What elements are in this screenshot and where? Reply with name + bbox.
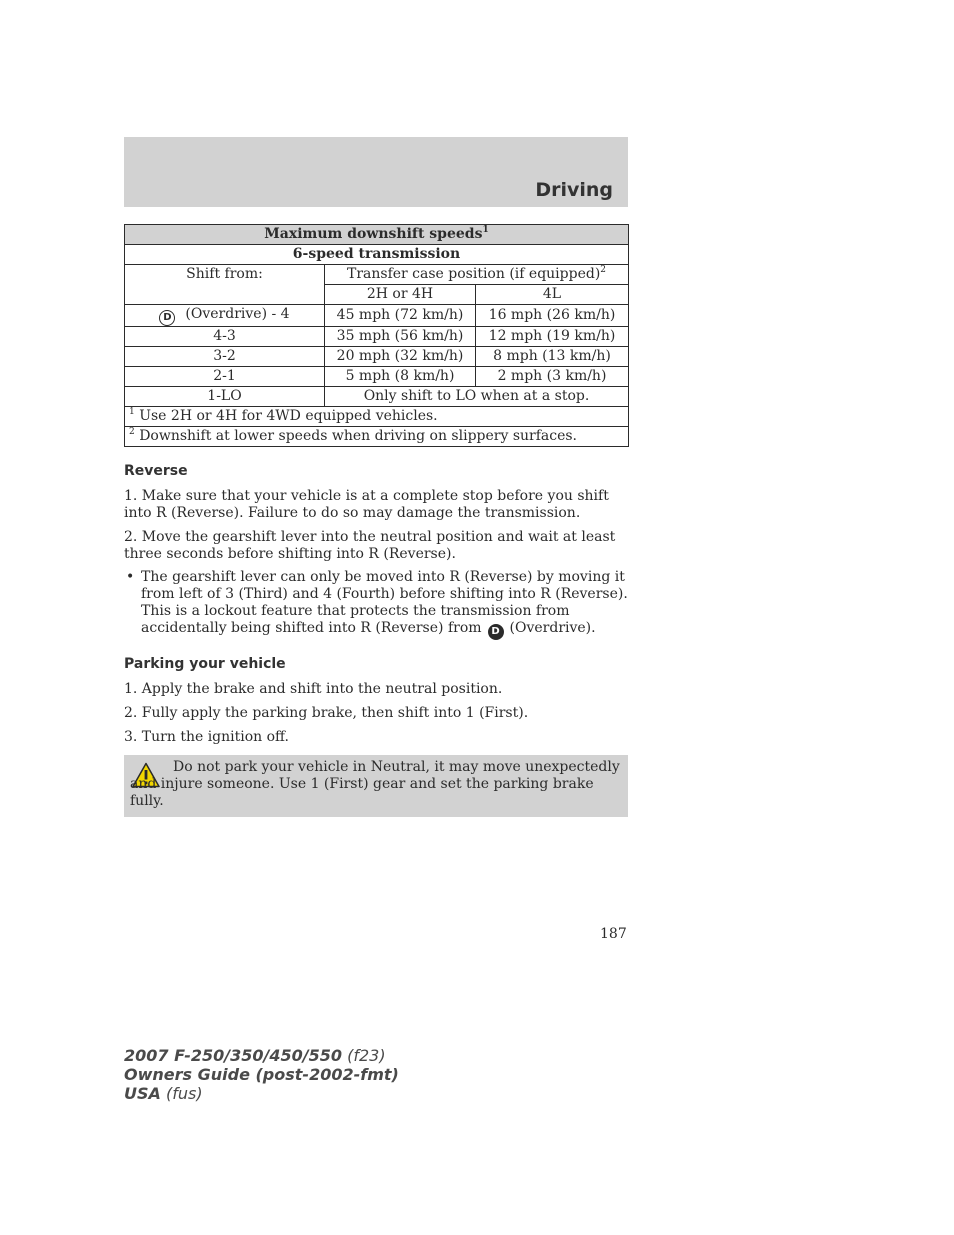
table-row (125, 305, 629, 327)
table-row (125, 367, 629, 387)
overdrive-d-icon: D (488, 624, 504, 640)
table-row (125, 327, 629, 347)
table-row (125, 387, 629, 407)
footnote-row (125, 427, 629, 447)
table-title: Maximum downshift speeds$^1$ (125, 225, 629, 245)
parking-step-3: 3. Turn the ignition off. (124, 729, 289, 745)
parking-step-2: 2. Fully apply the parking brake, then shift into 1 (First). (124, 705, 529, 721)
speed-2h-4h-cell: 20 mph (32 km/h) (325, 347, 476, 367)
reverse-step-1: 1. Make sure that your vehicle is at a complete stop before you shift into R (Reverse). Failure to do so may damage the transmission. (124, 488, 609, 521)
speed-4l-cell: 12 mph (19 km/h) (476, 327, 629, 347)
shift-from-cell: 4-3 (125, 327, 325, 347)
document-footer (124, 1046, 399, 1103)
chapter-title: Driving (535, 179, 613, 201)
footer-line-3: USA (fus) (124, 1084, 203, 1103)
speed-4l-cell: 16 mph (26 km/h) (476, 305, 629, 327)
parking-step-1: 1. Apply the brake and shift into the neutral position. (124, 681, 503, 697)
table-header-row (125, 265, 629, 285)
table-subtitle: 6-speed transmission (125, 245, 629, 265)
warning-box (124, 755, 628, 817)
footnote-ref-1: 1 (482, 225, 489, 235)
transfer-case-header: Transfer case position (if equipped)$^2$ (325, 265, 629, 285)
speed-2h-4h-cell: 5 mph (8 km/h) (325, 367, 476, 387)
footnote-1: $^1$ Use 2H or 4H for 4WD equipped vehicles. (125, 407, 629, 427)
chapter-header (124, 137, 628, 207)
bullet-text: The gearshift lever can only be moved into R (Reverse) by moving it from left of 3 (Third) and 4 (Fourth) before shifting into R (Reverse). This is a lockout feature that protects the transmission from accidentally being shifted into R (Reverse) from D (Overdrive). (141, 569, 629, 640)
bullet-dot: • (126, 569, 135, 585)
shift-from-header: Shift from: (125, 265, 325, 305)
footnote-2: $^2$ Downshift at lower speeds when driving on slippery surfaces. (125, 427, 629, 447)
col-header-2h-4h: 2H or 4H (325, 285, 476, 305)
lo-note-cell: Only shift to LO when at a stop. (325, 387, 629, 407)
shift-from-cell: 1-LO (125, 387, 325, 407)
speed-4l-cell: 8 mph (13 km/h) (476, 347, 629, 367)
table-subtitle-row (125, 245, 629, 265)
speed-2h-4h-cell: 35 mph (56 km/h) (325, 327, 476, 347)
shift-from-cell: 2-1 (125, 367, 325, 387)
col-header-4l: 4L (476, 285, 629, 305)
shift-from-cell: D (Overdrive) - 4 (125, 305, 325, 327)
footnote-ref-2: 2 (600, 265, 607, 275)
downshift-speeds-table (124, 224, 629, 447)
page-number: 187 (600, 926, 627, 942)
reverse-step-2: 2. Move the gearshift lever into the neutral position and wait at least three seconds before shifting into R (Reverse). (124, 529, 616, 562)
speed-4l-cell: 2 mph (3 km/h) (476, 367, 629, 387)
footer-line-2: Owners Guide (post-2002-fmt) (124, 1065, 399, 1084)
overdrive-d-icon: D (159, 310, 175, 326)
footnote-row (125, 407, 629, 427)
speed-2h-4h-cell: 45 mph (72 km/h) (325, 305, 476, 327)
shift-from-cell: 3-2 (125, 347, 325, 367)
parking-heading: Parking your vehicle (124, 656, 286, 672)
table-title-row (125, 225, 629, 245)
reverse-heading: Reverse (124, 463, 188, 479)
warning-text: Do not park your vehicle in Neutral, it may move unexpectedly and injure someone. Use 1 (First) gear and set the parking brake fully. (130, 759, 620, 809)
footer-line-1: 2007 F-250/350/450/550 (f23) (124, 1046, 386, 1065)
table-row (125, 347, 629, 367)
